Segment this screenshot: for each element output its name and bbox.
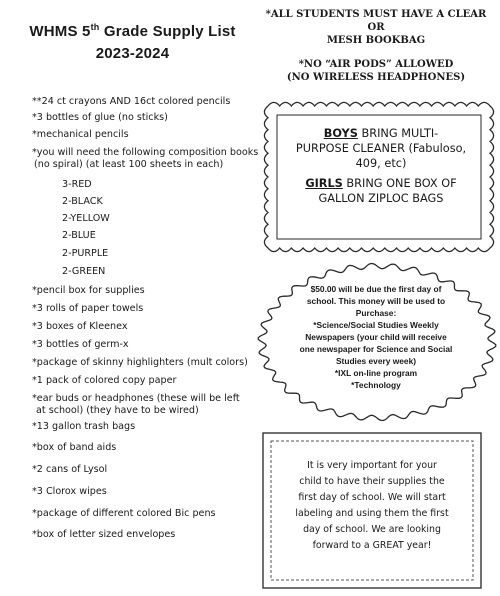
reminder-line: day of school. We are looking — [303, 524, 441, 535]
supply-item: *3 bottles of glue (no sticks) — [32, 112, 168, 123]
supply-item: *pencil box for supplies — [32, 285, 145, 296]
title-line-2: 2023-2024 — [95, 45, 170, 62]
supply-item-earbuds — [32, 393, 240, 417]
supply-item: *3 rolls of paper towels — [32, 303, 144, 314]
fee-line: Purchase: — [355, 308, 397, 318]
fee-line: *Science/Social Studies Weekly — [313, 320, 439, 330]
fee-line: $50.00 will be due the first day of — [310, 284, 442, 294]
airpods-line-2: (NO WIRELESS HEADPHONES) — [286, 72, 466, 83]
color-item: 2-BLACK — [62, 196, 103, 207]
boys-text-1: BRING MULTI- — [357, 127, 439, 140]
fee-line: Studies every week) — [335, 356, 417, 366]
reminder-line: labeling and using them the first — [295, 508, 449, 519]
reminder-line: child to have their supplies the — [299, 476, 445, 487]
fee-oval — [276, 283, 476, 391]
composition-sub: (no spiral) (at least 100 sheets in each) — [34, 159, 224, 170]
supply-item: *package of skinny highlighters (mult colors) — [32, 357, 248, 368]
color-item: 2-PURPLE — [62, 248, 109, 259]
color-item: 2-GREEN — [62, 266, 106, 277]
airpods-line-1: *NO “AIR PODS” ALLOWED — [298, 59, 454, 70]
girls-text-2: GALLON ZIPLOC BAGS — [318, 192, 444, 205]
airpods-notice — [258, 58, 494, 84]
supply-item: *3 Clorox wipes — [32, 486, 107, 497]
fee-line: *IXL on-line program — [334, 368, 418, 378]
supply-item: *3 boxes of Kleenex — [32, 321, 128, 332]
supply-item: *package of different colored Bic pens — [32, 508, 216, 519]
fee-line: *Technology — [351, 380, 401, 390]
bookbag-notice — [258, 8, 494, 47]
boys-text-2: PURPOSE CLEANER (Fabuloso, — [295, 142, 467, 155]
supply-item: *box of band aids — [32, 442, 117, 453]
fee-line: one newspaper for Science and Social — [299, 344, 453, 354]
title-line-1: WHMS 5th Grade Supply List — [29, 22, 236, 40]
reminder-line: forward to a GREAT year! — [312, 540, 432, 551]
supply-item: *2 cans of Lysol — [32, 464, 108, 475]
reminder-line: first day of school. We will start — [298, 492, 446, 503]
supply-item: **24 ct crayons AND 16ct colored pencils — [32, 96, 231, 107]
reminder-box — [276, 458, 468, 554]
page-title — [15, 16, 250, 65]
supply-item: *3 bottles of germ-x — [32, 339, 129, 350]
boys-text-3: 409, etc) — [355, 157, 407, 170]
bookbag-line-2: MESH BOOKBAG — [326, 35, 426, 46]
fee-line: school. This money will be used to — [306, 296, 446, 306]
supply-item: *13 gallon trash bags — [32, 421, 136, 432]
supply-item-composition — [32, 147, 258, 171]
bookbag-line-1: *ALL STUDENTS MUST HAVE A CLEAR OR — [265, 9, 487, 33]
color-item: 3-RED — [62, 179, 92, 190]
color-item: 2-YELLOW — [62, 213, 110, 224]
girls-line-1 — [276, 176, 486, 191]
composition-line: *you will need the following composition books — [32, 147, 259, 158]
color-item: 2-BLUE — [62, 230, 96, 241]
supply-item: *box of letter sized envelopes — [32, 529, 176, 540]
girls-text-1: BRING ONE BOX OF — [342, 177, 457, 190]
girls-label: GIRLS — [305, 177, 343, 190]
supply-item: *1 pack of colored copy paper — [32, 375, 177, 386]
boys-line-1 — [276, 126, 486, 141]
boys-label: BOYS — [323, 127, 358, 140]
supply-item: *mechanical pencils — [32, 129, 129, 140]
earbuds-line: *ear buds or headphones (these will be left — [32, 393, 240, 404]
cleaner-box — [276, 126, 486, 206]
reminder-line: It is very important for your — [307, 460, 437, 471]
fee-line: Newspapers (your child will receive — [305, 332, 447, 342]
earbuds-sub: at school) (they have to be wired) — [36, 405, 199, 416]
